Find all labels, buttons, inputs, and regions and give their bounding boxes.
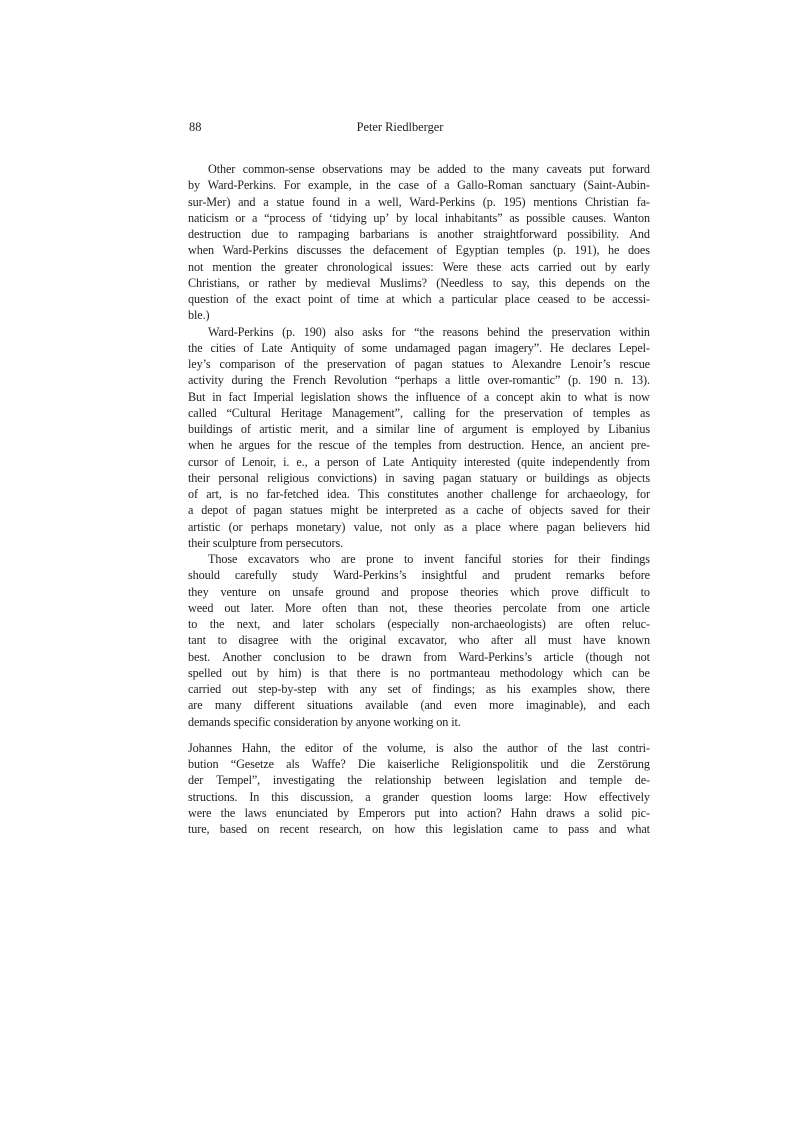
text-line: But in fact Imperial legislation shows the influence of a concept akin to what is now xyxy=(188,389,650,404)
paragraph xyxy=(188,740,650,838)
text-line: should carefully study Ward-Perkins’s insightful and prudent remarks before xyxy=(188,568,650,583)
text-line: carried out step-by-step with any set of findings; as his examples show, there xyxy=(188,682,650,696)
text-line: ble.) xyxy=(188,308,210,323)
page-number: 88 xyxy=(189,120,202,134)
text-line: to the next, and later scholars (especially non-archaeologists) are often reluc- xyxy=(188,617,650,631)
text-line: not mention the greater chronological issues: Were these acts carried out by early xyxy=(188,259,650,274)
text-line: buildings of artistic merit, and a similar line of argument is employed by Libanius xyxy=(188,422,650,436)
text-line: der Tempel”, investigating the relationship between legislation and temple de- xyxy=(188,773,650,788)
text-line: destruction due to rampaging barbarians is another straightforward possibility. And xyxy=(188,227,650,241)
text-line: tant to disagree with the original excavator, who after all must have known xyxy=(188,633,650,648)
running-header-title: Peter Riedlberger xyxy=(356,120,444,134)
page-header xyxy=(0,119,800,136)
text-line: Ward-Perkins (p. 190) also asks for “the reasons behind the preservation within xyxy=(208,324,650,339)
text-line: their sculpture from persecutors. xyxy=(188,535,344,550)
text-line: Those excavators who are prone to invent fanciful stories for their findings xyxy=(208,552,650,566)
text-line: demands specific consideration by anyone working on it. xyxy=(188,714,461,729)
text-line: a depot of pagan statues might be interpreted as a cache of objects saved for their xyxy=(188,503,650,518)
text-line: activity during the French Revolution “perhaps a little over-romantic” (p. 190 n. 13). xyxy=(188,373,650,388)
text-line: when Ward-Perkins discusses the defacement of Egyptian temples (p. 191), he does xyxy=(188,243,650,258)
text-line: the cities of Late Antiquity of some undamaged pagan imagery”. He declares Lepel- xyxy=(188,340,650,355)
text-line: bution “Gesetze als Waffe? Die kaiserliche Religionspolitik und die Zerstörung xyxy=(188,757,650,771)
text-line: best. Another conclusion to be drawn from Ward-Perkins’s article (though not xyxy=(188,649,650,664)
text-line: their personal religious convictions) in saving pagan statuary or buildings as objects xyxy=(188,470,650,485)
text-line: called “Cultural Heritage Management”, calling for the preservation of temples as xyxy=(188,405,650,420)
text-line: ture, based on recent research, on how this legislation came to pass and what xyxy=(188,822,650,836)
text-line: question of the exact point of time at which a particular place ceased to be accessi- xyxy=(188,292,650,306)
text-line: by Ward-Perkins. For example, in the case of a Gallo-Roman sanctuary (Saint-Aubin- xyxy=(188,178,650,193)
text-line: Johannes Hahn, the editor of the volume, is also the author of the last contri- xyxy=(188,740,650,755)
text-line: are many different situations available (and even more imaginable), and each xyxy=(188,698,650,713)
text-line: artistic (or perhaps monetary) value, not only as a place where pagan believers hid xyxy=(188,519,650,534)
text-line: spelled out by him) is that there is no portmanteau methodology which can be xyxy=(188,665,650,680)
text-line: Christians, or rather by medieval Muslims? (Needless to say, this depends on the xyxy=(188,275,650,290)
text-line: cursor of Lenoir, i. e., a person of Late Antiquity interested (quite independently from xyxy=(188,454,650,469)
text-line: sur-Mer) and a statue found in a well, Ward-Perkins (p. 195) mentions Christian fa- xyxy=(188,194,650,209)
text-line: when he argues for the rescue of the temples from destruction. Hence, an ancient pre- xyxy=(188,438,650,453)
text-line: structions. In this discussion, a grander question looms large: How effectively xyxy=(188,789,650,804)
paragraph xyxy=(188,551,650,730)
paragraph xyxy=(188,324,650,552)
text-line: were the laws enunciated by Emperors put into action? Hahn draws a solid pic- xyxy=(188,805,650,820)
review-text xyxy=(188,161,650,837)
text-line: weed out later. More often than not, these theories percolate from one article xyxy=(188,600,650,615)
paragraph xyxy=(188,161,650,324)
text-line: of art, is no far-fetched idea. This constitutes another challenge for archaeology, for xyxy=(188,487,650,501)
text-line: they venture on unsafe ground and propose theories which prove difficult to xyxy=(188,584,650,599)
text-line: naticism or a “process of ‘tidying up’ by local inhabitants” as possible causes. Wanton xyxy=(188,210,650,225)
text-line: Other common-sense observations may be added to the many caveats put forward xyxy=(208,162,650,176)
text-line: ley’s comparison of the preservation of pagan statues to Alexandre Lenoir’s rescue xyxy=(188,357,650,371)
